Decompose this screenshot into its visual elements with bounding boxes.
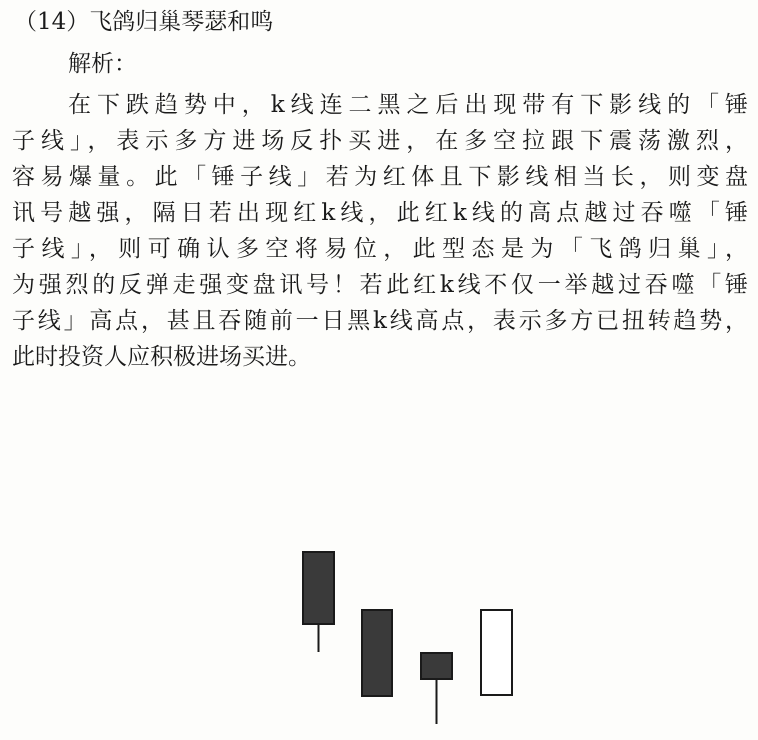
candle-body (362, 610, 392, 696)
paragraph-line: 容易爆量。此「锤子线」若为红体且下影线相当长，则变盘 (12, 164, 748, 190)
analysis-paragraph (12, 87, 748, 375)
candle-body (303, 552, 334, 624)
paragraph-line: 子线」，则可确认多空将易位，此型态是为「飞鸽归巢」， (12, 236, 748, 262)
analysis-label: 解析： (68, 51, 137, 77)
candle-black-2 (362, 610, 392, 696)
candle-hammer (421, 653, 452, 724)
paragraph-line: 此时投资人应积极进场买进。 (12, 344, 311, 370)
candle-body (421, 653, 452, 679)
paragraph-line: 讯号越强，隔日若出现红k线，此红k线的高点越过吞噬「锤 (12, 200, 748, 226)
candle-white (481, 610, 512, 695)
section-heading: （14）飞鸽归巢琴瑟和鸣 (14, 9, 274, 35)
paragraph-line: 子线」高点，甚且吞随前一日黑k线高点，表示多方已扭转趋势， (12, 308, 748, 334)
candlestick-illustration (270, 540, 530, 740)
paragraph-line: 为强烈的反弹走强变盘讯号！若此红k线不仅一举越过吞噬「锤 (12, 272, 748, 298)
paragraph-line: 在下跌趋势中，k线连二黑之后出现带有下影线的「锤 (68, 92, 748, 118)
candle-black-1 (303, 552, 334, 652)
candle-body (481, 610, 512, 695)
paragraph-line: 子线」，表示多方进场反扑买进，在多空拉跟下震荡激烈， (12, 128, 748, 154)
